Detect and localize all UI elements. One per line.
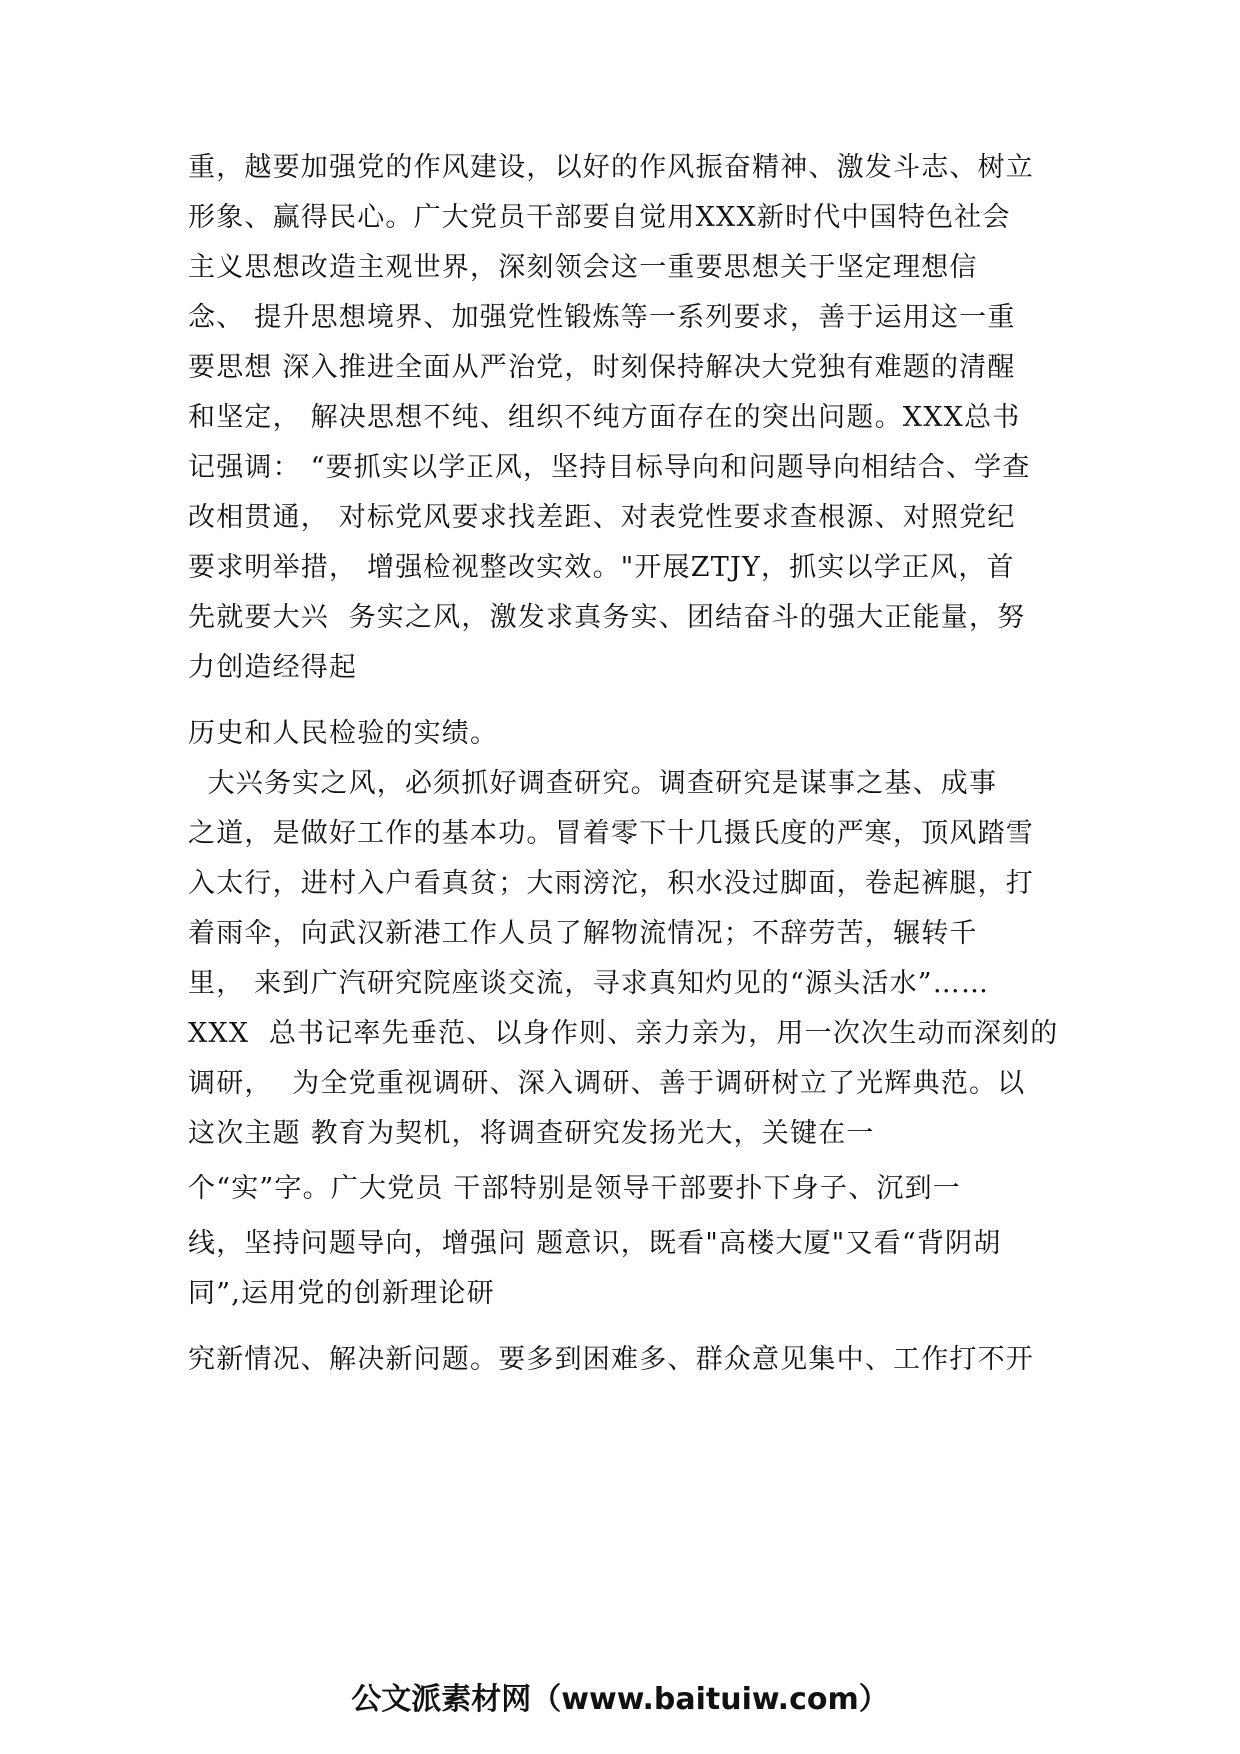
body-text-line: 和坚定， 解决思想不纯、组织不纯方面存在的突出问题。XXX总书: [188, 402, 1021, 433]
body-text-line: 要思想 深入推进全面从严治党，时刻保持解决大党独有难题的清醒: [188, 352, 1016, 383]
body-text-line: 历史和人民检验的实绩。: [188, 718, 499, 749]
body-text-line: 主义思想改造主观世界，深刻领会这一重要思想关于坚定理想信: [188, 252, 978, 283]
body-text-line: 念、 提升思想境界、加强党性锻炼等一系列要求，善于运用这一重: [188, 302, 1016, 333]
paragraph-first-line: 大兴务实之风，必须抓好调查研究。调查研究是谋事之基、成事: [188, 768, 998, 799]
body-text-line: 同”,运用党的创新理论研: [188, 1278, 495, 1309]
body-text-line: 入太行，进村入户看真贫；大雨滂沱，积水没过脚面，卷起裤腿，打: [188, 868, 1034, 899]
body-text-line: 之道，是做好工作的基本功。冒着零下十几摄氏度的严寒，顶风踏雪: [188, 818, 1034, 849]
body-text-line: 力创造经得起: [188, 652, 358, 683]
body-text-line: 这次主题 教育为契机，将调查研究发扬光大，关键在一: [188, 1118, 875, 1149]
body-text-line: 线，坚持问题导向，增强问 题意识，既看"高楼大厦"又看“背阴胡: [188, 1228, 1002, 1259]
site-watermark-footer: 公文派素材网（www.baituiw.com）: [351, 1682, 889, 1717]
body-text-line: 改相贯通， 对标党风要求找差距、对表党性要求查根源、对照党纪: [188, 502, 1016, 533]
body-text-line: 究新情况、解决新问题。要多到困难多、群众意见集中、工作打不开: [188, 1344, 1034, 1375]
body-text-line: 形象、赢得民心。广大党员干部要自觉用XXX新时代中国特色社会: [188, 202, 1011, 233]
body-text-line: XXX 总书记率先垂范、以身作则、亲力亲为，用一次次生动而深刻的: [188, 1018, 1059, 1049]
body-text-line: 重，越要加强党的作风建设，以好的作风振奋精神、激发斗志、树立: [188, 152, 1034, 183]
body-text-line: 调研， 为全党重视调研、深入调研、善于调研树立了光辉典范。以: [188, 1068, 1026, 1099]
body-text-line: 要求明举措， 增强检视整改实效。"开展ZTJY，抓实以学正风，首: [188, 552, 1015, 583]
body-text-line: 记强调： “要抓实以学正风，坚持目标导向和问题导向相结合、学查: [188, 452, 1031, 483]
body-text-line: 着雨伞，向武汉新港工作人员了解物流情况；不辞劳苦，辗转千: [188, 918, 978, 949]
body-text-line: 里， 来到广汽研究院座谈交流，寻求真知灼见的“源头活水”……: [188, 968, 990, 999]
body-text-line: 个“实”字。广大党员 干部特别是领导干部要扑下身子、沉到一: [188, 1173, 961, 1204]
body-text-line: 先就要大兴 务实之风，激发求真务实、团结奋斗的强大正能量，努: [188, 602, 1026, 633]
